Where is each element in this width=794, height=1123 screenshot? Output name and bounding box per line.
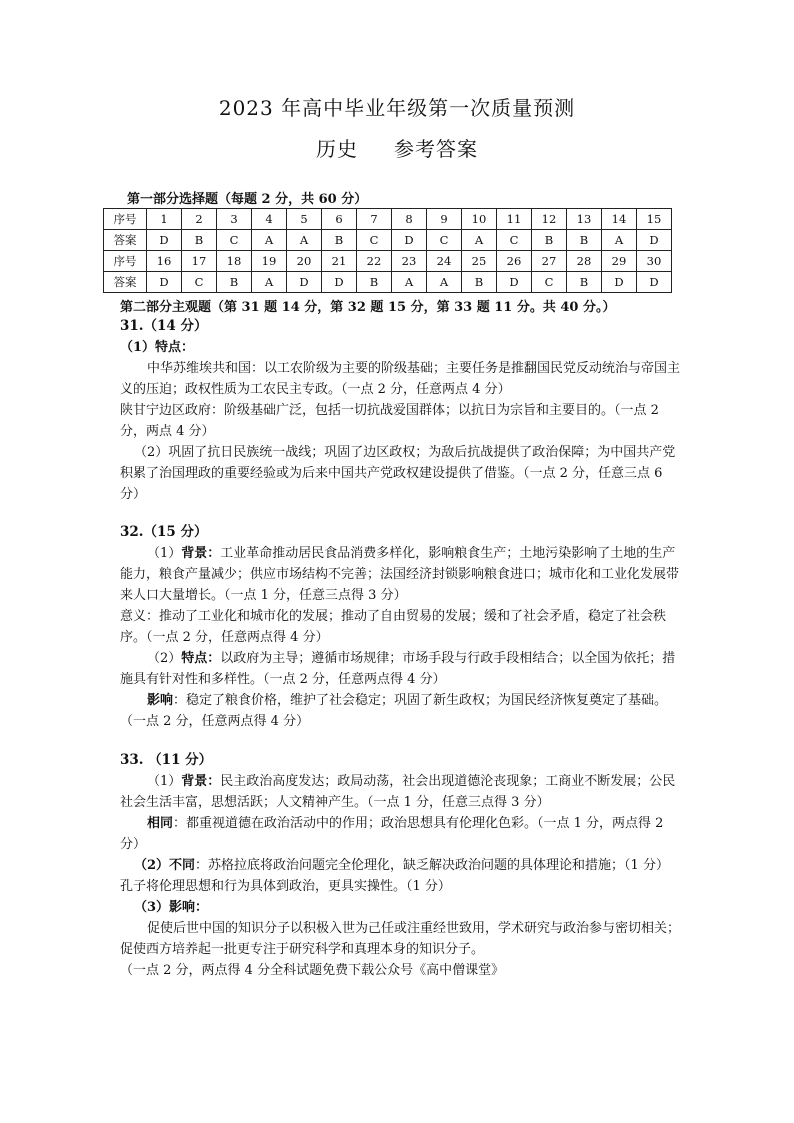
- table-cell: B: [532, 230, 567, 251]
- answer-key-label: 参考答案: [394, 137, 478, 161]
- table-cell: 20: [287, 251, 322, 272]
- q31-part2: （2）巩固了抗日民族统一战线；巩固了边区政权；为敌后抗战提供了政治保障；为中国共产党积累了治国理政的重要经验或为后来中国共产党政权建设提供了借鉴。（一点 2 分，任意三点 6 分）: [120, 445, 676, 502]
- page-subtitle: [0, 133, 794, 162]
- table-cell: 1: [147, 209, 182, 230]
- table-cell: 15: [637, 209, 672, 230]
- table-cell: 19: [252, 251, 287, 272]
- question-33: [120, 750, 680, 981]
- table-cell: 12: [532, 209, 567, 230]
- table-cell: C: [497, 230, 532, 251]
- table-cell: 10: [462, 209, 497, 230]
- row-header: 答案: [104, 230, 147, 251]
- table-cell: 2: [182, 209, 217, 230]
- q32-part1-meaning: 意义：推动了工业化和城市化的发展；推动了自由贸易的发展；缓和了社会矛盾，稳定了社会秩序。（一点 2 分，任意两点得 4 分）: [120, 609, 667, 645]
- q33-footer: （一点 2 分，两点得 4 分全科试题免费下载公众号《高中僧课堂》: [120, 963, 505, 978]
- table-cell: C: [217, 230, 252, 251]
- table-cell: B: [357, 272, 392, 293]
- table-cell: A: [287, 230, 322, 251]
- table-cell: A: [602, 230, 637, 251]
- table-cell: 5: [287, 209, 322, 230]
- table-cell: 14: [602, 209, 637, 230]
- table-cell: A: [462, 230, 497, 251]
- table-cell: 16: [147, 251, 182, 272]
- table-cell: 6: [322, 209, 357, 230]
- q33-part3-label: （3）影响：: [134, 900, 209, 915]
- table-cell: C: [532, 272, 567, 293]
- q33-part1-label: 背景：: [181, 774, 221, 789]
- q33-part1-num: （1）: [147, 774, 182, 789]
- q32-part2-num: （2）: [147, 651, 182, 666]
- table-cell: D: [392, 230, 427, 251]
- q32-part1-background: 工业革命推动居民食品消费多样化，影响粮食生产；土地污染影响了土地的生产能力，粮食产量减少；供应市场结构不完善；法国经济封锁影响粮食进口；城市化和工业化发展带来人口大量增长。（一点 1 分，任意三点得 3 分）: [120, 546, 680, 603]
- table-cell: 30: [637, 251, 672, 272]
- table-cell: C: [182, 272, 217, 293]
- table-cell: C: [427, 230, 462, 251]
- table-cell: 28: [567, 251, 602, 272]
- table-row: [104, 272, 672, 293]
- q32-part2-label: 特点：: [181, 651, 221, 666]
- table-cell: 11: [497, 209, 532, 230]
- part1-heading: 第一部分选择题（每题 2 分，共 60 分）: [127, 192, 368, 207]
- q33-part2-label: （2）不同: [134, 858, 196, 873]
- q33-part2-difference: ：苏格拉底将政治问题完全伦理化，缺乏解决政治问题的具体理论和措施；（1 分）孔子将伦理思想和行为具体到政治，更具实操性。（1 分）: [120, 858, 669, 894]
- q32-part1-label: 背景：: [181, 546, 221, 561]
- subject-label: 历史: [316, 137, 358, 161]
- table-row: [104, 230, 672, 251]
- q31-heading: 31.（14 分）: [120, 318, 208, 334]
- table-cell: B: [217, 272, 252, 293]
- table-cell: A: [427, 272, 462, 293]
- table-cell: 21: [322, 251, 357, 272]
- table-cell: B: [462, 272, 497, 293]
- table-cell: 3: [217, 209, 252, 230]
- table-cell: D: [322, 272, 357, 293]
- table-cell: 8: [392, 209, 427, 230]
- q33-heading: 33. （11 分）: [120, 752, 213, 768]
- table-cell: 25: [462, 251, 497, 272]
- table-cell: 13: [567, 209, 602, 230]
- q32-part1-num: （1）: [147, 546, 182, 561]
- q33-part1-background: 民主政治高度发达；政局动荡，社会出现道德沦丧现象；工商业不断发展；公民社会生活丰富，思想活跃；人文精神产生。（一点 1 分，任意三点得 3 分）: [120, 774, 676, 810]
- table-row: [104, 209, 672, 230]
- table-cell: A: [252, 272, 287, 293]
- table-cell: B: [567, 230, 602, 251]
- q31-part1-label: （1）特点：: [120, 340, 195, 355]
- q32-part3-label: 影响: [147, 693, 174, 708]
- row-header: 序号: [104, 251, 147, 272]
- table-cell: D: [637, 272, 672, 293]
- q33-same-text: ：都重视道德在政治活动中的作用；政治思想具有伦理化色彩。（一点 1 分，两点得 2 分）: [120, 816, 664, 852]
- table-cell: D: [602, 272, 637, 293]
- table-cell: D: [147, 272, 182, 293]
- question-31: [120, 316, 680, 505]
- q33-part3-impact: 促使后世中国的知识分子以积极入世为己任或注重经世致用，学术研究与政治参与密切相关；促使西方培养起一批更专注于研究科学和真理本身的知识分子。: [120, 921, 681, 957]
- table-cell: 24: [427, 251, 462, 272]
- table-row: [104, 251, 672, 272]
- table-cell: 18: [217, 251, 252, 272]
- table-cell: B: [182, 230, 217, 251]
- table-cell: 4: [252, 209, 287, 230]
- table-cell: 27: [532, 251, 567, 272]
- q32-part2-features: 以政府为主导；遵循市场规律；市场手段与行政手段相结合；以全国为依托；措施具有针对性和多样性。（一点 2 分，任意两点得 4 分）: [120, 651, 676, 687]
- q31-part1-soviet: 中华苏维埃共和国：以工农阶级为主要的阶级基础；主要任务是推翻国民党反动统治与帝国主义的压迫；政权性质为工农民主专政。（一点 2 分，任意两点 4 分）: [120, 361, 681, 397]
- table-cell: 26: [497, 251, 532, 272]
- table-cell: 17: [182, 251, 217, 272]
- table-cell: 9: [427, 209, 462, 230]
- part2-heading: 第二部分主观题（第 31 题 14 分，第 32 题 15 分，第 33 题 11 分。共 40 分。）: [120, 300, 616, 315]
- table-cell: D: [147, 230, 182, 251]
- row-header: 答案: [104, 272, 147, 293]
- q33-same-label: 相同: [147, 816, 174, 831]
- table-cell: D: [497, 272, 532, 293]
- page-title: 2023 年高中毕业年级第一次质量预测: [218, 96, 576, 120]
- table-cell: 29: [602, 251, 637, 272]
- q32-heading: 32.（15 分）: [120, 524, 208, 540]
- table-cell: A: [392, 272, 427, 293]
- q32-part3-impact: ：稳定了粮食价格，维护了社会稳定；巩固了新生政权；为国民经济恢复奠定了基础。（一点 2 分，任意两点得 4 分）: [120, 693, 668, 729]
- answer-table: [103, 208, 672, 293]
- table-cell: 7: [357, 209, 392, 230]
- table-cell: B: [322, 230, 357, 251]
- question-32: [120, 522, 680, 732]
- q31-part1-border-region: 陕甘宁边区政府：阶级基础广泛，包括一切抗战爱国群体；以抗日为宗旨和主要目的。（一点 2 分，两点 4 分）: [120, 403, 659, 439]
- table-cell: 23: [392, 251, 427, 272]
- row-header: 序号: [104, 209, 147, 230]
- table-cell: A: [252, 230, 287, 251]
- table-cell: B: [567, 272, 602, 293]
- table-cell: C: [357, 230, 392, 251]
- table-cell: D: [637, 230, 672, 251]
- table-cell: D: [287, 272, 322, 293]
- table-cell: 22: [357, 251, 392, 272]
